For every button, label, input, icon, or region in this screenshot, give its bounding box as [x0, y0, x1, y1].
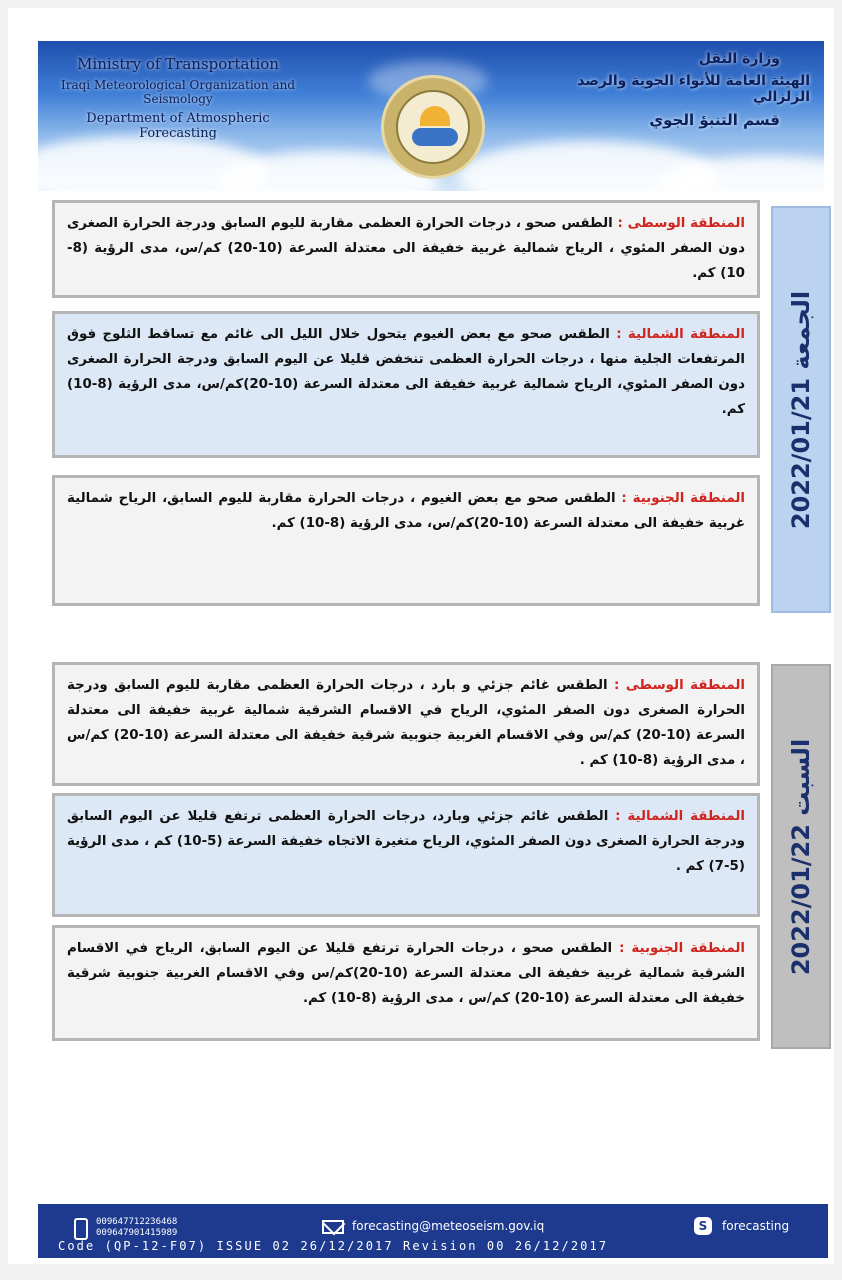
ministry-name-ar: وزارة النقل — [698, 51, 780, 67]
phone-number: 009647901415989 — [96, 1228, 178, 1238]
region-name: المنطقة الوسطى : — [614, 678, 745, 693]
english-header — [48, 55, 308, 141]
region-name: المنطقة الشمالية : — [615, 809, 745, 824]
sun-icon — [420, 106, 450, 126]
department-name-en: Department of Atmospheric Forecasting — [86, 111, 270, 141]
forecast-text: الطقس صحو ، درجات الحرارة ترتفع قليلا عن اليوم السابق، الرياح في الاقسام الشرقية شمالية غربية خفيفة الى معتدلة السرعة (10-20)كم/س وفي الاقسام الغربية جنوبية شرقية خفيفة الى معتدلة السرعة (10-20) كم/س ، مدى الرؤية (8-10) كم. — [67, 941, 745, 1006]
organization-name-en: Iraqi Meteorological Organization and Seismology — [60, 78, 296, 106]
forecast-text: الطقس غائم جزئي و بارد ، درجات الحرارة العظمى مقاربة لليوم السابق ودرجة الحرارة الصغرى دون الصفر المئوي، الرياح في الاقسام الشرقية شمالية غربية خفيفة الى معتدلة السرعة (10-20) كم/س وفي الاقسام الغربية جنوبية شرقية خفيفة الى معتدلة السرعة (10-20) كم/س ، مدى الرؤية (8-10) كم . — [67, 678, 745, 768]
department-name-ar: قسم التنبؤ الجوي — [649, 111, 780, 129]
forecast-text: الطقس صحو مع بعض الغيوم ، درجات الحرارة مقاربة لليوم السابق، الرياح شمالية غربية خفيفة الى معتدلة السرعة (10-20)كم/س، مدى الرؤية (8-10) كم. — [67, 491, 745, 531]
arabic-header — [550, 51, 810, 129]
organization-logo-icon — [381, 75, 485, 179]
logo-inner-seal — [396, 90, 470, 164]
region-name: المنطقة الجنوبية : — [619, 941, 745, 956]
day-tab-friday — [771, 206, 831, 613]
region-name: المنطقة الشمالية : — [616, 327, 745, 342]
document-code: Code (QP-12-F07) ISSUE 02 26/12/2017 Revision 00 26/12/2017 — [58, 1239, 609, 1253]
ministry-name-en: Ministry of Transportation — [77, 55, 279, 73]
phone-numbers — [96, 1217, 177, 1239]
forecast-box-central — [52, 662, 760, 786]
forecast-text: الطقس غائم جزئي وبارد، درجات الحرارة العظمى ترتفع قليلا عن اليوم السابق ودرجة الحرارة الصغرى دون الصفر المئوي، الرياح متغيرة الاتجاه خفيفة السرعة (5-10) كم ، مدى الرؤية (5-7) كم . — [67, 809, 745, 874]
phone-icon — [74, 1218, 88, 1240]
forecast-text: الطقس صحو مع بعض الغيوم يتحول خلال الليل الى غائم مع تساقط الثلوج فوق المرتفعات الجلية منها ، درجات الحرارة العظمى تنخفض قليلا عن اليوم السابق ودرجة الحرارة الصغرى دون الصفر المئوي، الرياح شمالية غربية خفيفة الى معتدلة السرعة (10-20)كم/س، مدى الرؤية (8-10) كم. — [67, 327, 745, 417]
phone-number: 009647712236468 — [96, 1217, 178, 1227]
day-tab-saturday — [771, 664, 831, 1049]
forecast-box-northern — [52, 311, 760, 458]
region-name: المنطقة الوسطى : — [617, 216, 745, 231]
forecast-box-northern — [52, 793, 760, 917]
forecast-sheet — [8, 8, 834, 1264]
forecast-box-central — [52, 200, 760, 298]
forecast-box-southern — [52, 925, 760, 1041]
day-label: الجمعة 2022/01/21 — [787, 290, 815, 529]
header-banner — [38, 41, 824, 191]
region-name: المنطقة الجنوبية : — [621, 491, 745, 506]
forecast-box-southern — [52, 475, 760, 606]
skype-handle[interactable]: forecasting — [722, 1219, 790, 1233]
mail-icon — [322, 1220, 344, 1234]
skype-icon: S — [694, 1217, 712, 1235]
email-address[interactable]: forecasting@meteoseism.gov.iq — [352, 1219, 545, 1233]
day-label: السبت 2022/01/22 — [787, 738, 815, 975]
wave-icon — [412, 128, 458, 146]
footer-bar — [38, 1204, 828, 1258]
organization-name-ar: الهيئة العامة للأنواء الجوية والرصد الزلزالي — [577, 73, 810, 105]
forecast-text: الطقس صحو ، درجات الحرارة العظمى مقاربة لليوم السابق ودرجة الحرارة الصغرى دون الصفر المئوي ، الرياح شمالية غربية خفيفة الى معتدلة السرعة (10-20) كم/س، مدى الرؤية (8-10) كم. — [67, 216, 745, 281]
